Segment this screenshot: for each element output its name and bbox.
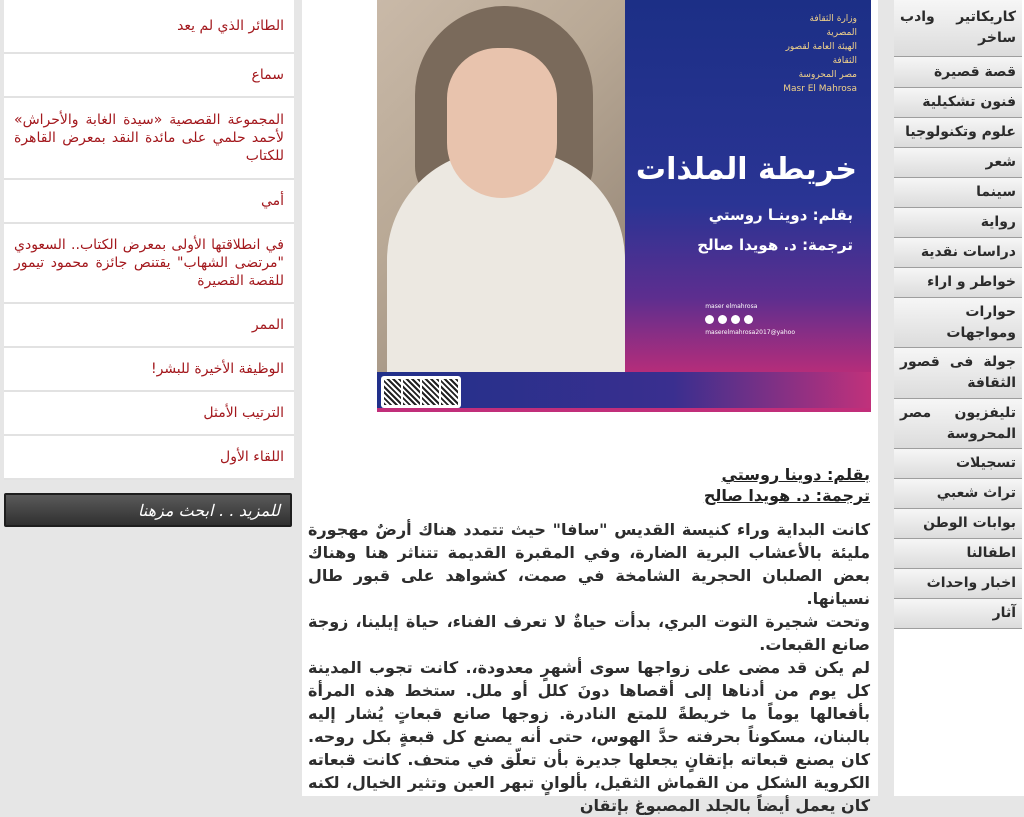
qr-strip <box>377 372 871 412</box>
related-link[interactable]: الممر <box>4 304 294 348</box>
related-link[interactable]: الوظيفة الأخيرة للبشر! <box>4 348 294 392</box>
related-link[interactable]: أمي <box>4 180 294 224</box>
instagram-icon <box>705 315 714 324</box>
menu-item[interactable]: دراسات نقدية <box>894 238 1022 268</box>
related-link[interactable]: الطائر الذي لم يعد <box>4 0 294 54</box>
related-link[interactable]: في انطلاقتها الأولى بمعرض الكتاب.. السعودي "مرتضى الشهاب" يقتنص جائزة محمود تيمور للقصة القصيرة <box>4 224 294 304</box>
youtube-icon <box>744 315 753 324</box>
menu-item[interactable]: جولة فى قصور الثقافة <box>894 348 1022 399</box>
related-links-column <box>0 0 298 796</box>
menu-item[interactable]: خواطر و اراء <box>894 268 1022 298</box>
menu-item[interactable]: اخبار واحداث <box>894 569 1022 599</box>
menu-item[interactable]: سينما <box>894 178 1022 208</box>
qr-code-icon <box>403 379 420 405</box>
poster-author: بقلم: دوينـا روستي <box>708 206 853 224</box>
article-body <box>308 518 870 817</box>
menu-item[interactable]: بوابات الوطن <box>894 509 1022 539</box>
qr-code-icon <box>441 379 458 405</box>
category-menu-list <box>894 0 1022 629</box>
twitter-icon <box>731 315 740 324</box>
article-paragraph: لم يكن قد مضى على زواجها سوى أشهرٍ معدودة،. كانت تجوب المدينة كل يوم من أدناها إلى أقصاها دونَ كلل أو ملل. ستخط هذه المرأة بأفعالها يوماً ما خريطةً للمتع النادرة. زوجها صانع قبعاتٍ يُشار إليه بالبنان، مسكوناً بحرفته حدَّ الهوس، حتى أنه يصنع كل قبعةٍ بكل روحه. كان يصنع قبعاته بإتقانٍ يجعلها جديرة بأن تعلّق في متحف. كانت قبعاته الكروية الشكل من القماش الثقيل، بألوانٍ تبهر العين وتثير الخيال، لكنه كان يعمل أيضاً بالجلد المصبوغ بإتقان <box>308 658 870 815</box>
article-paragraph: وتحت شجيرة التوت البري، بدأت حياةٌ لا تعرف الفناء، حياة إيلينا، زوجة صانع القبعات. <box>308 612 870 654</box>
related-links-list <box>4 0 294 480</box>
menu-item[interactable]: تليفزيون مصر المحروسة <box>894 399 1022 449</box>
ministry-logo: وزارة الثقافة المصرية الهيئة العامة لقصور الثقافة مصر المحروسة Masr El Mahrosa <box>783 14 857 94</box>
menu-item[interactable]: رواية <box>894 208 1022 238</box>
menu-item[interactable]: فنون تشكيلية <box>894 88 1022 118</box>
qr-code-icon <box>422 379 439 405</box>
cover-poster <box>625 0 871 372</box>
menu-item[interactable]: كاريكاتير وادب ساخر <box>894 0 1022 57</box>
poster-contact: maser elmahrosa maserelmahrosa2017@yahoo <box>705 303 795 336</box>
menu-item[interactable]: قصة قصيرة <box>894 57 1022 88</box>
article-translator: ترجمة: د. هويدا صالح <box>703 486 870 505</box>
social-icons <box>705 313 795 326</box>
article-cover-image <box>377 0 871 412</box>
menu-item[interactable]: آثار <box>894 599 1022 629</box>
more-search-banner[interactable]: للمزيد . . ابحث مزهنا <box>4 493 292 527</box>
menu-item[interactable]: تسجيلات <box>894 449 1022 479</box>
article-author: بقلم: دوينا روستي <box>721 465 870 484</box>
menu-item[interactable]: تراث شعبي <box>894 479 1022 509</box>
article-content <box>302 0 878 815</box>
menu-item[interactable]: علوم وتكنولوجيا <box>894 118 1022 148</box>
facebook-icon <box>718 315 727 324</box>
qr-code-icon <box>384 379 401 405</box>
related-link[interactable]: سماع <box>4 54 294 98</box>
related-link[interactable]: اللقاء الأول <box>4 436 294 480</box>
qr-codes <box>381 376 461 408</box>
poster-translator: ترجمة: د. هويدا صالح <box>697 236 853 254</box>
article-byline <box>704 464 870 506</box>
poster-title: خريطة الملذات <box>635 152 857 187</box>
menu-item[interactable]: اطفالنا <box>894 539 1022 569</box>
category-menu <box>894 0 1024 796</box>
article-paragraph: كانت البداية وراء كنيسة القديس "سافا" حيث تتمدد هناك أرضٌ مهجورة مليئة بالأعشاب البرية الضارة، وفي المقبرة القديمة تتناثر هنا وهناك بعض الصلبان الحجرية الشامخة في صمت، كشواهد على قبور طال نسيانها. <box>308 520 870 608</box>
author-photo <box>377 0 625 372</box>
menu-item[interactable]: حوارات ومواجهات <box>894 298 1022 348</box>
related-link[interactable]: الترتيب الأمثل <box>4 392 294 436</box>
related-link[interactable]: المجموعة القصصية «سيدة الغابة والأحراش» لأحمد حلمي على مائدة النقد بمعرض القاهرة للكتاب <box>4 98 294 180</box>
menu-item[interactable]: شعر <box>894 148 1022 178</box>
